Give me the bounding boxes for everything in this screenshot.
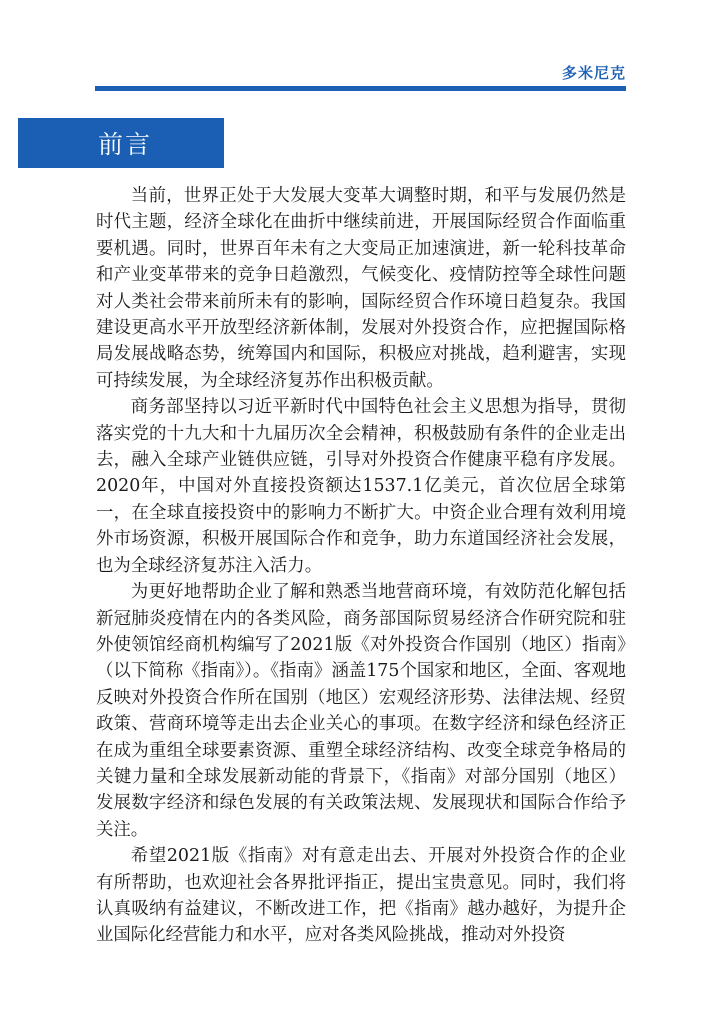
body-text <box>96 183 626 949</box>
section-title: 前言 <box>98 130 153 159</box>
header-rule <box>95 86 626 91</box>
paragraph: 商务部坚持以习近平新时代中国特色社会主义思想为指导，贯彻落实党的十九大和十九届历次全会精神，积极鼓励有条件的企业走出去，融入全球产业链供应链，引导对外投资合作健康平稳有序发展。2020年，中国对外直接投资额达1537.1亿美元，首次位居全球第一，在全球直接投资中的影响力不断扩大。中资企业合理有效利用境外市场资源，积极开展国际合作和竞争，助力东道国经济社会发展，也为全球经济复苏注入活力。 <box>96 397 626 576</box>
paragraph: 希望2021版《指南》对有意走出去、开展对外投资合作的企业有所帮助，也欢迎社会各界批评指正，提出宝贵意见。同时，我们将认真吸纳有益建议，不断改进工作，把《指南》越办越好，为提升企业国际化经营能力和水平，应对各类风险挑战，推动对外投资 <box>96 846 626 946</box>
paragraph: 为更好地帮助企业了解和熟悉当地营商环境，有效防范化解包括新冠肺炎疫情在内的各类风险，商务部国际贸易经济合作研究院和驻外使领馆经商机构编写了2021版《对外投资合作国别（地区）指南》（以下简称《指南》）。《指南》涵盖175个国家和地区，全面、客观地反映对外投资合作所在国别（地区）宏观经济形势、法律法规、经贸政策、营商环境等走出去企业关心的事项。在数字经济和绿色经济正在成为重组全球要素资源、重塑全球经济结构、改变全球竞争格局的关键力量和全球发展新动能的背景下，《指南》对部分国别（地区）发展数字经济和绿色发展的有关政策法规、发展现状和国际合作给予关注。 <box>96 582 626 840</box>
section-title-box <box>18 118 224 168</box>
paragraph: 当前，世界正处于大发展大变革大调整时期，和平与发展仍然是时代主题，经济全球化在曲折中继续前进，开展国际经贸合作面临重要机遇。同时，世界百年未有之大变局正加速演进，新一轮科技革命和产业变革带来的竞争日趋激烈，气候变化、疫情防控等全球性问题对人类社会带来前所未有的影响，国际经贸合作环境日趋复杂。我国建设更高水平开放型经济新体制，发展对外投资合作，应把握国际格局发展战略态势，统筹国内和国际，积极应对挑战，趋利避害，实现可持续发展，为全球经济复苏作出积极贡献。 <box>96 186 626 391</box>
running-header-title: 多米尼克 <box>561 64 626 82</box>
